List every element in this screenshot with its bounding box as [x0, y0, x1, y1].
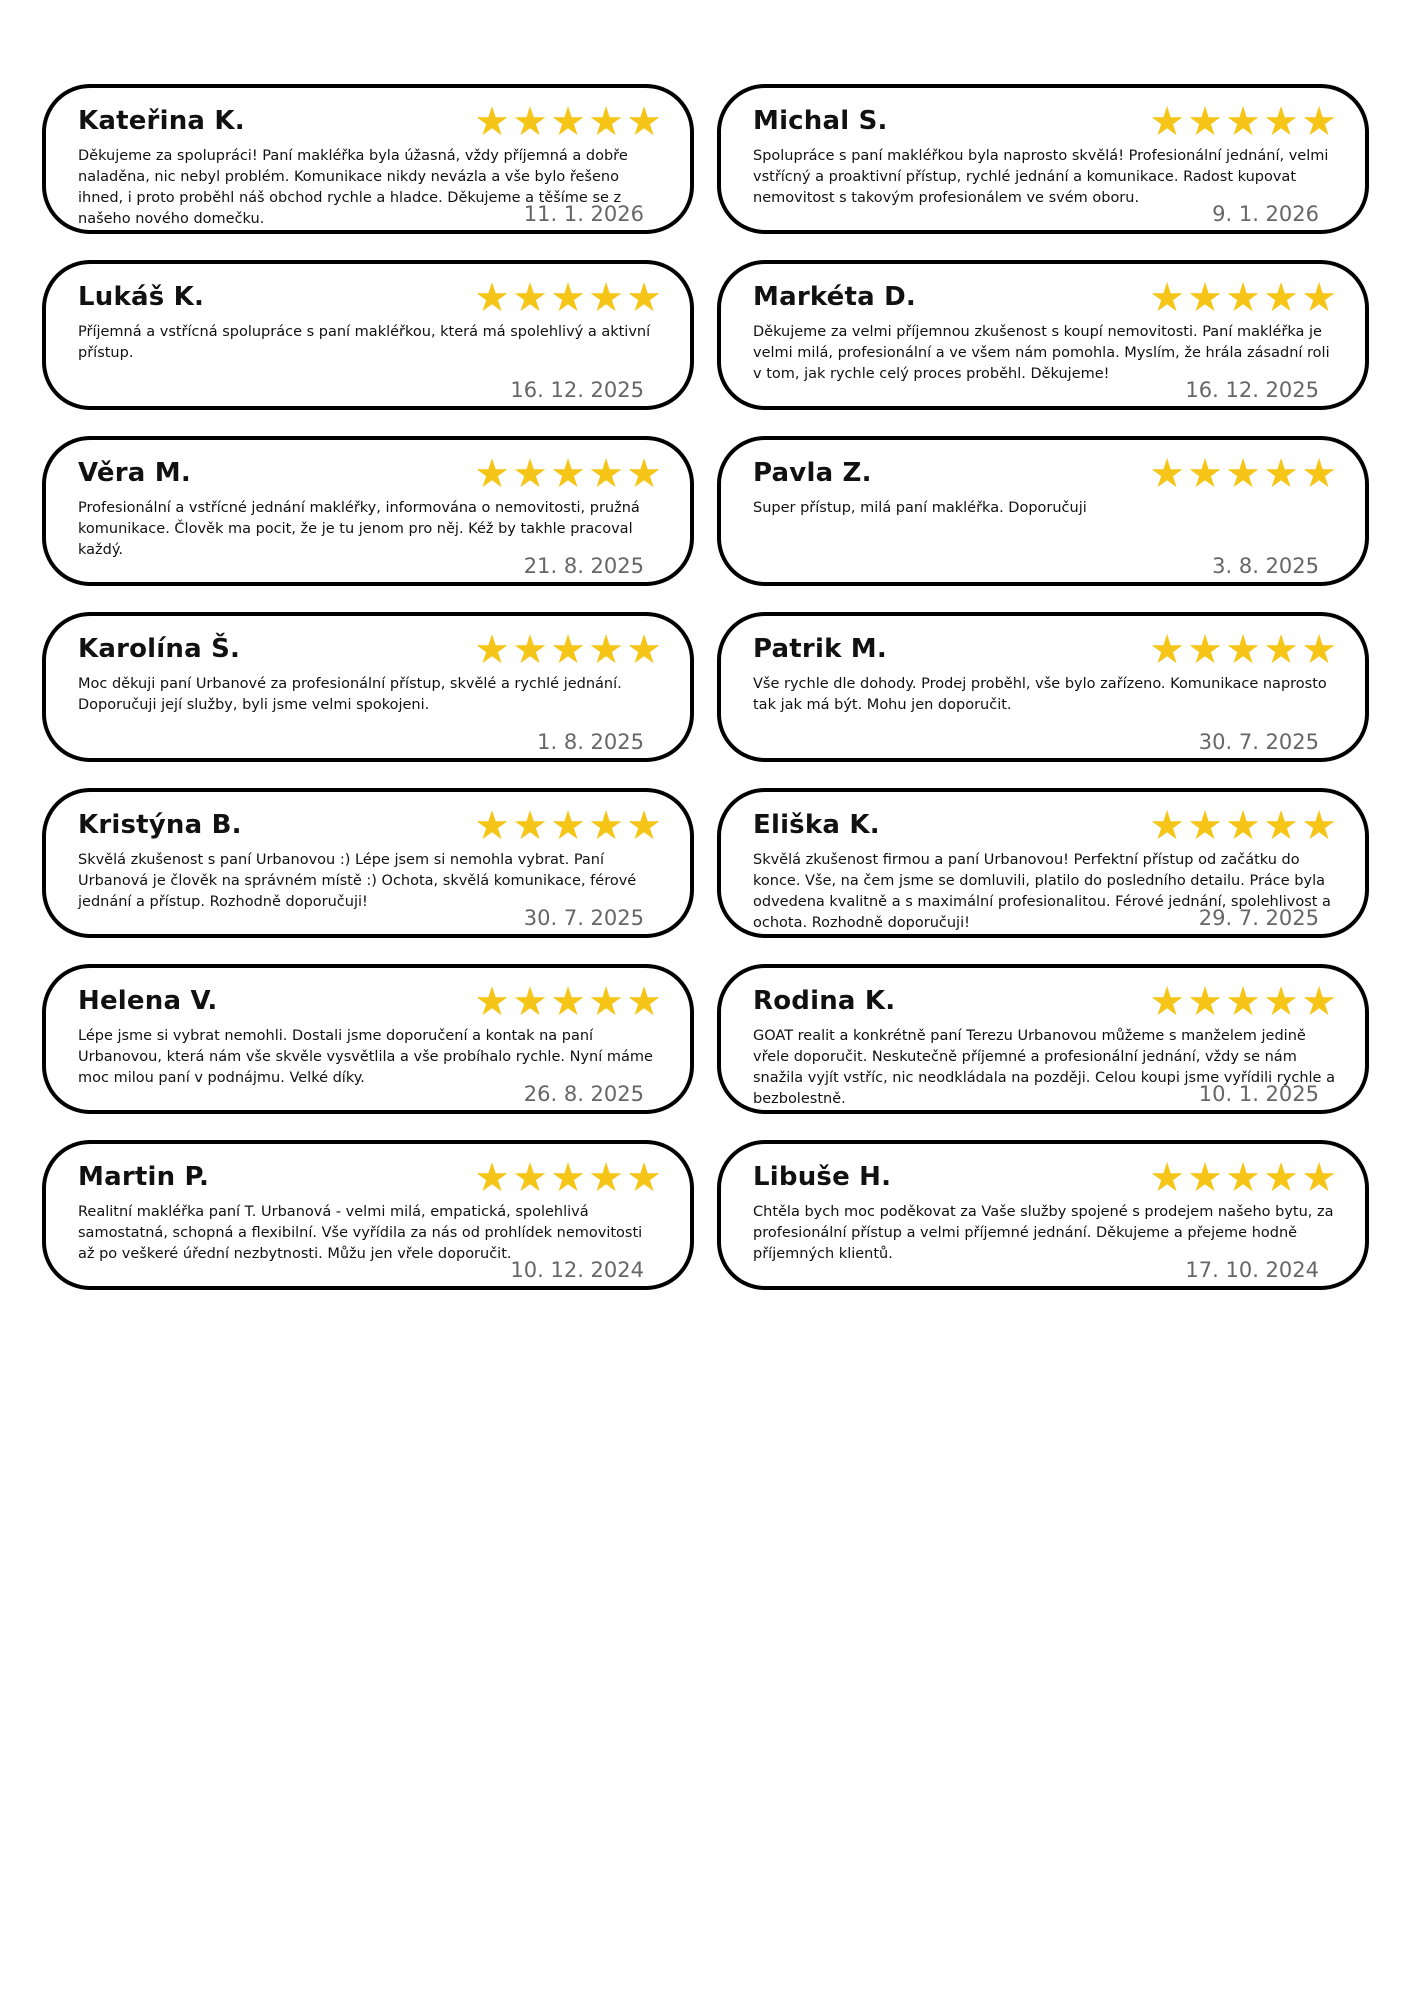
reviewer-name: Michal S.: [753, 106, 888, 136]
star-rating: [472, 1156, 662, 1200]
review-text: Moc děkuji paní Urbanové za profesionální přístup, skvělé a rychlé jednání. Doporučuji její služby, byli jsme velmi spokojeni.: [78, 676, 622, 713]
review-text: Vše rychle dle dohody. Prodej proběhl, vše bylo zařízeno. Komunikace naprosto tak jak má být. Mohu jen doporučit.: [753, 676, 1327, 713]
star-icon: ★: [1149, 99, 1183, 145]
review-card: [717, 84, 1369, 234]
star-icon: ★: [474, 627, 508, 673]
star-rating: [472, 100, 662, 144]
star-icon: ★: [512, 979, 546, 1025]
star-icon: ★: [1263, 451, 1297, 497]
review-text: Spolupráce s paní makléřkou byla naprosto skvělá! Profesionální jednání, velmi vstřícný a proaktivní přístup, rychlé jednání a komunikace. Radost kupovat nemovitost s takovým profesionálem ve svém oboru.: [753, 148, 1329, 206]
star-icon: ★: [588, 627, 622, 673]
star-icon: ★: [1225, 275, 1259, 321]
reviewer-name: Libuše H.: [753, 1162, 892, 1192]
star-icon: ★: [1301, 275, 1335, 321]
star-icon: ★: [512, 99, 546, 145]
star-icon: ★: [1225, 979, 1259, 1025]
star-icon: ★: [1187, 275, 1221, 321]
review-card: [42, 260, 694, 410]
star-rating: [1147, 452, 1337, 496]
star-icon: ★: [512, 803, 546, 849]
reviewer-name: Pavla Z.: [753, 458, 872, 488]
review-text: Děkujeme za velmi příjemnou zkušenost s koupí nemovitosti. Paní makléřka je velmi milá, profesionální a ve všem nám pomohla. Myslím, že hrála zásadní roli v tom, jak rychle celý proces proběhl. Děkujeme!: [753, 324, 1330, 382]
star-rating: [472, 452, 662, 496]
star-icon: ★: [1301, 979, 1335, 1025]
review-date: 26. 8. 2025: [523, 1082, 644, 1106]
star-icon: ★: [1149, 275, 1183, 321]
review-date: 11. 1. 2026: [523, 202, 644, 226]
star-icon: ★: [474, 99, 508, 145]
review-text: Příjemná a vstřícná spolupráce s paní makléřkou, která má spolehlivý a aktivní přístup.: [78, 324, 651, 361]
review-card: [717, 436, 1369, 586]
star-icon: ★: [1149, 627, 1183, 673]
star-rating: [472, 804, 662, 848]
review-text: Chtěla bych moc poděkovat za Vaše služby spojené s prodejem našeho bytu, za profesionální přístup a velmi příjemné jednání. Děkujeme a přejeme hodně příjemných klientů.: [753, 1204, 1334, 1262]
star-icon: ★: [626, 627, 660, 673]
star-icon: ★: [550, 803, 584, 849]
star-icon: ★: [474, 979, 508, 1025]
star-icon: ★: [1187, 99, 1221, 145]
star-icon: ★: [512, 1155, 546, 1201]
star-icon: ★: [1263, 979, 1297, 1025]
star-icon: ★: [1225, 99, 1259, 145]
star-rating: [1147, 276, 1337, 320]
review-text: Lépe jsme si vybrat nemohli. Dostali jsme doporučení a kontak na paní Urbanovou, která nám vše skvěle vysvětlila a vše probíhalo rychle. Nyní máme moc milou paní v podnájmu. Velké díky.: [78, 1028, 653, 1086]
review-date: 29. 7. 2025: [1198, 906, 1319, 930]
star-icon: ★: [1149, 979, 1183, 1025]
review-card: [717, 260, 1369, 410]
reviewer-name: Eliška K.: [753, 810, 880, 840]
reviewer-name: Martin P.: [78, 1162, 210, 1192]
review-card: [717, 612, 1369, 762]
star-icon: ★: [1263, 99, 1297, 145]
star-icon: ★: [1187, 627, 1221, 673]
review-text: Děkujeme za spolupráci! Paní makléřka byla úžasná, vždy příjemná a dobře naladěna, nic nebyl problém. Komunikace nikdy nevázla a vše bylo řešeno ihned, i proto proběhl náš obchod rychle a hladce. Děkujeme a těšíme se z našeho nového domečku.: [78, 148, 628, 227]
star-icon: ★: [474, 451, 508, 497]
reviewer-name: Kristýna B.: [78, 810, 242, 840]
star-icon: ★: [1149, 1155, 1183, 1201]
reviewer-name: Kateřina K.: [78, 106, 245, 136]
star-icon: ★: [1187, 803, 1221, 849]
review-text: Realitní makléřka paní T. Urbanová - velmi milá, empatická, spolehlivá samostatná, schopná a flexibilní. Vše vyřídila za nás od prohlídek nemovitosti až po veškeré úřední nezbytnosti. Můžu jen vřele doporučit.: [78, 1204, 643, 1262]
star-icon: ★: [1187, 451, 1221, 497]
star-icon: ★: [626, 451, 660, 497]
star-icon: ★: [512, 627, 546, 673]
star-icon: ★: [1301, 803, 1335, 849]
review-card: [42, 1140, 694, 1290]
star-icon: ★: [550, 99, 584, 145]
review-date: 16. 12. 2025: [1185, 378, 1319, 402]
star-icon: ★: [626, 1155, 660, 1201]
star-icon: ★: [588, 803, 622, 849]
review-card: [717, 788, 1369, 938]
star-icon: ★: [1225, 1155, 1259, 1201]
review-card: [42, 84, 694, 234]
star-icon: ★: [1263, 803, 1297, 849]
star-rating: [472, 980, 662, 1024]
review-card: [717, 1140, 1369, 1290]
review-card: [42, 436, 694, 586]
review-card: [42, 964, 694, 1114]
star-icon: ★: [1225, 803, 1259, 849]
review-date: 3. 8. 2025: [1212, 554, 1319, 578]
star-rating: [472, 276, 662, 320]
star-icon: ★: [1187, 1155, 1221, 1201]
star-icon: ★: [550, 979, 584, 1025]
star-icon: ★: [1263, 275, 1297, 321]
review-card: [42, 612, 694, 762]
star-icon: ★: [1301, 451, 1335, 497]
star-icon: ★: [1225, 627, 1259, 673]
star-icon: ★: [512, 451, 546, 497]
review-text: Skvělá zkušenost s paní Urbanovou :) Lépe jsem si nemohla vybrat. Paní Urbanová je člověk na správném místě :) Ochota, skvělá komunikace, férové jednání a přístup. Rozhodně doporučuji!: [78, 852, 637, 910]
star-rating: [1147, 100, 1337, 144]
reviewer-name: Patrik M.: [753, 634, 887, 664]
review-card: [717, 964, 1369, 1114]
star-icon: ★: [1187, 979, 1221, 1025]
star-icon: ★: [550, 627, 584, 673]
star-icon: ★: [626, 803, 660, 849]
star-icon: ★: [626, 99, 660, 145]
star-icon: ★: [512, 275, 546, 321]
review-date: 17. 10. 2024: [1185, 1258, 1319, 1282]
star-icon: ★: [550, 1155, 584, 1201]
star-icon: ★: [1301, 627, 1335, 673]
reviewer-name: Markéta D.: [753, 282, 916, 312]
review-date: 1. 8. 2025: [537, 730, 644, 754]
reviewer-name: Lukáš K.: [78, 282, 205, 312]
star-icon: ★: [474, 803, 508, 849]
reviewer-name: Rodina K.: [753, 986, 896, 1016]
star-icon: ★: [550, 275, 584, 321]
review-text: GOAT realit a konkrétně paní Terezu Urbanovou můžeme s manželem jedině vřele doporučit. Neskutečně příjemné a profesionální jednání, vždy se nám snažila vyjít vstříc, nic neodkládala na později. Celou koupi jsme vyřídili rychle a bezbolestně.: [753, 1028, 1335, 1107]
review-text: Super přístup, milá paní makléřka. Doporučuji: [753, 500, 1087, 516]
star-icon: ★: [1263, 627, 1297, 673]
star-icon: ★: [1301, 1155, 1335, 1201]
star-icon: ★: [1263, 1155, 1297, 1201]
review-card: [42, 788, 694, 938]
review-date: 16. 12. 2025: [510, 378, 644, 402]
star-icon: ★: [588, 451, 622, 497]
star-icon: ★: [550, 451, 584, 497]
review-date: 30. 7. 2025: [523, 906, 644, 930]
star-icon: ★: [1225, 451, 1259, 497]
star-icon: ★: [474, 275, 508, 321]
star-rating: [1147, 980, 1337, 1024]
star-icon: ★: [1301, 99, 1335, 145]
review-date: 10. 12. 2024: [510, 1258, 644, 1282]
review-text: Profesionální a vstřícné jednání makléřky, informována o nemovitosti, pružná komunikace. Člověk ma pocit, že je tu jenom pro něj. Kéž by takhle pracoval každý.: [78, 500, 640, 558]
reviewer-name: Helena V.: [78, 986, 218, 1016]
review-date: 10. 1. 2025: [1198, 1082, 1319, 1106]
reviewer-name: Věra M.: [78, 458, 191, 488]
star-rating: [1147, 804, 1337, 848]
star-icon: ★: [626, 275, 660, 321]
star-icon: ★: [588, 275, 622, 321]
star-rating: [1147, 628, 1337, 672]
review-text: Skvělá zkušenost firmou a paní Urbanovou! Perfektní přístup od začátku do konce. Vše, na čem jsme se domluvili, platilo do posledního detailu. Práce byla odvedena kvalitně a s maximální profesionalitou. Férové jednání, spolehlivost a ochota. Rozhodně doporučuji!: [753, 852, 1331, 931]
reviewer-name: Karolína Š.: [78, 634, 241, 664]
star-icon: ★: [474, 1155, 508, 1201]
star-rating: [1147, 1156, 1337, 1200]
review-date: 9. 1. 2026: [1212, 202, 1319, 226]
star-icon: ★: [588, 99, 622, 145]
star-icon: ★: [1149, 803, 1183, 849]
star-icon: ★: [1149, 451, 1183, 497]
review-date: 30. 7. 2025: [1198, 730, 1319, 754]
star-icon: ★: [588, 979, 622, 1025]
star-icon: ★: [626, 979, 660, 1025]
star-icon: ★: [588, 1155, 622, 1201]
review-date: 21. 8. 2025: [523, 554, 644, 578]
star-rating: [472, 628, 662, 672]
